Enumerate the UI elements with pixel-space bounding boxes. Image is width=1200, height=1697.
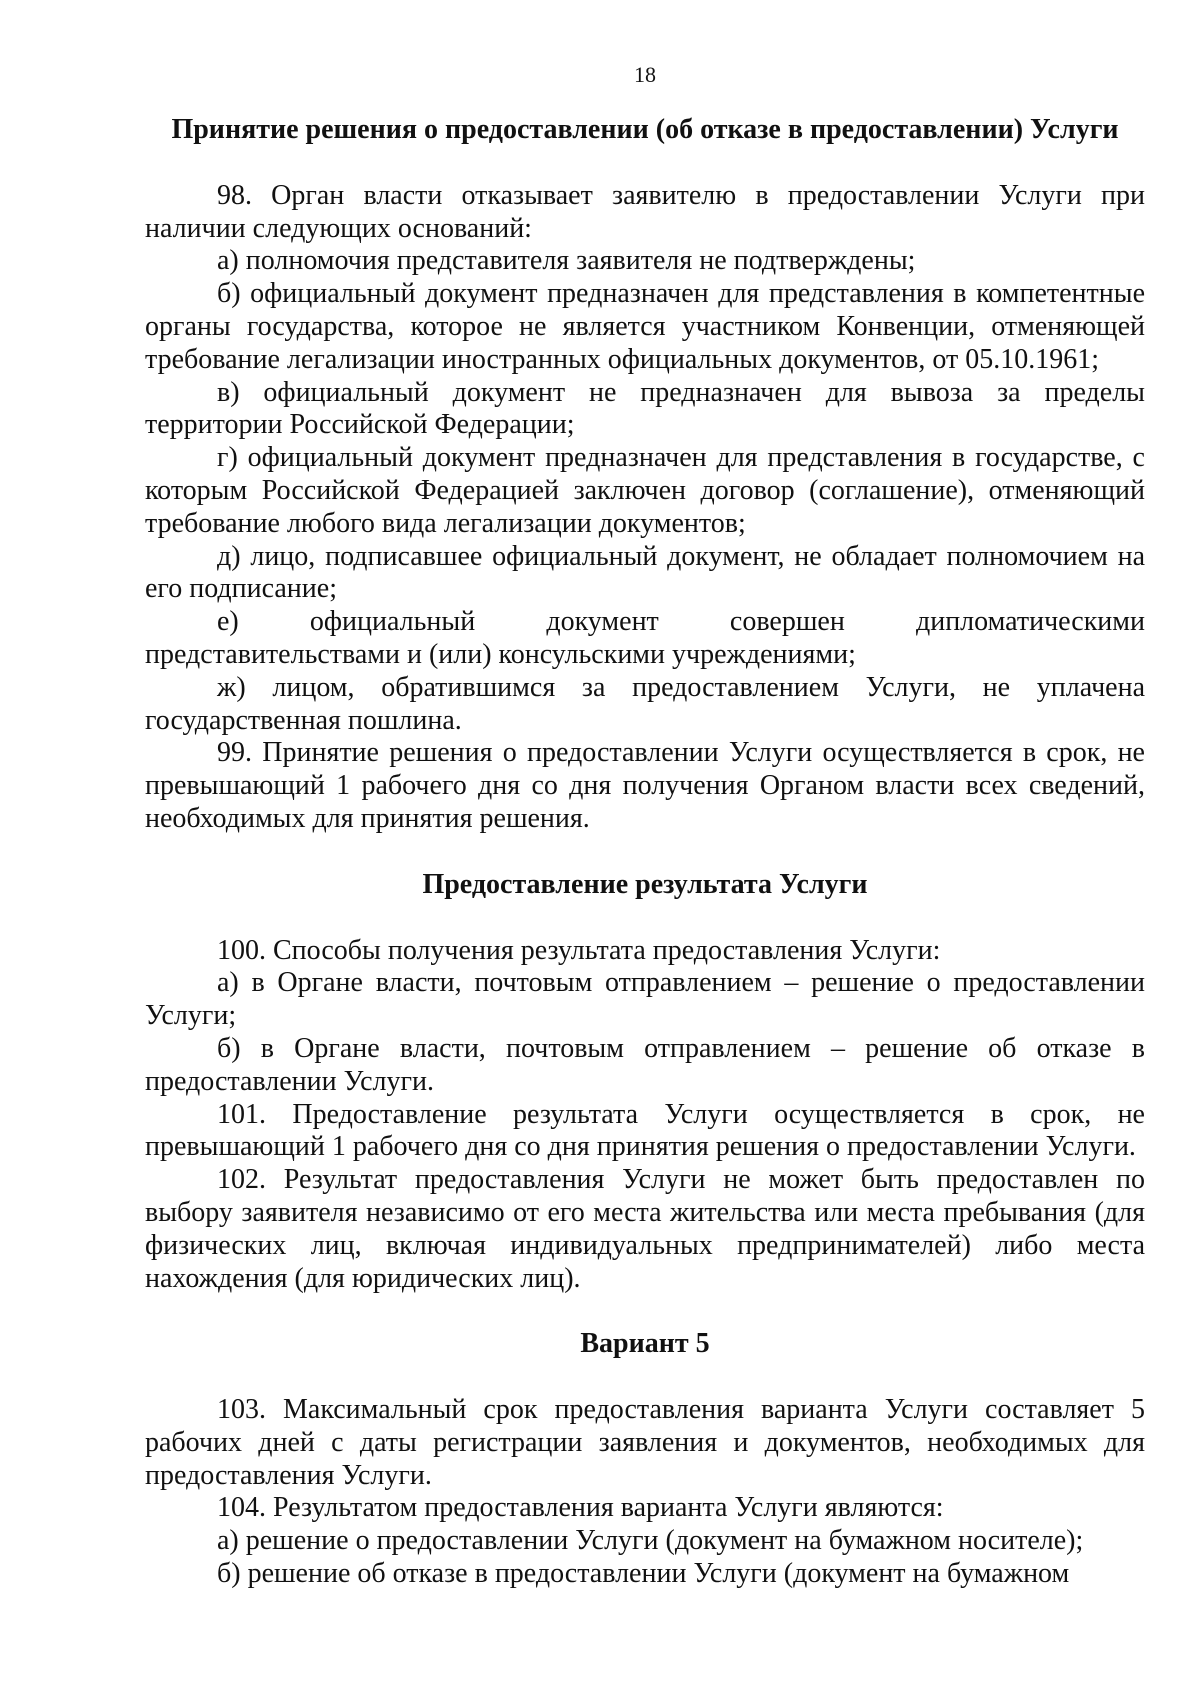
paragraph-101: 101. Предоставление результата Услуги осуществляется в срок, не превышающий 1 рабочего дня со дня принятия решения о предоставлении Услуги. <box>145 1098 1145 1163</box>
paragraph-100: 100. Способы получения результата предоставления Услуги: <box>217 934 941 966</box>
paragraph-98-d: д) лицо, подписавшее официальный документ, не обладает полномочием на его подписание; <box>145 540 1145 605</box>
paragraph-98-a: а) полномочия представителя заявителя не подтверждены; <box>217 245 916 277</box>
section-heading-decision: Принятие решения о предоставлении (об отказе в предоставлении) Услуги <box>171 114 1119 145</box>
paragraph-104: 104. Результатом предоставления варианта Услуги являются: <box>217 1492 944 1524</box>
section-heading-result: Предоставление результата Услуги <box>422 868 868 900</box>
paragraph-102: 102. Результат предоставления Услуги не может быть предоставлен по выбору заявителя независимо от его места жительства или места пребывания (для физических лиц, включая индивидуальных предпринимателей) либо места нахождения (для юридических лиц). <box>145 1164 1145 1294</box>
page-number: 18 <box>634 62 656 87</box>
paragraph-98-v: в) официальный документ не предназначен для вывоза за пределы территории Российской Федерации; <box>145 376 1145 441</box>
paragraph-98-b: б) официальный документ предназначен для представления в компетентные органы государства, которое не является участником Конвенции, отменяющей требование легализации иностранных официальных документов, от 05.10.1961; <box>145 278 1145 375</box>
paragraph-104-b: б) решение об отказе в предоставлении Услуги (документ на бумажном <box>217 1558 1070 1590</box>
paragraph-100-b: б) в Органе власти, почтовым отправлением – решение об отказе в предоставлении Услуги. <box>145 1032 1145 1097</box>
paragraph-103: 103. Максимальный срок предоставления варианта Услуги составляет 5 рабочих дней с даты регистрации заявления и документов, необходимых для предоставления Услуги. <box>145 1394 1145 1491</box>
paragraph-100-a: а) в Органе власти, почтовым отправлением – решение о предоставлении Услуги; <box>145 967 1145 1032</box>
paragraph-104-a: а) решение о предоставлении Услуги (документ на бумажном носителе); <box>217 1525 1084 1557</box>
paragraph-99: 99. Принятие решения о предоставлении Услуги осуществляется в срок, не превышающий 1 рабочего дня со дня получения Органом власти всех сведений, необходимых для принятия решения. <box>145 737 1145 834</box>
paragraph-98-zh: ж) лицом, обратившимся за предоставлением Услуги, не уплачена государственная пошлина. <box>145 671 1145 736</box>
paragraph-98: 98. Орган власти отказывает заявителю в предоставлении Услуги при наличии следующих оснований: <box>145 179 1145 244</box>
section-heading-variant-5: Вариант 5 <box>580 1328 710 1360</box>
document-page <box>145 62 1145 1591</box>
paragraph-98-e: е) официальный документ совершен дипломатическими представительствами и (или) консульскими учреждениями; <box>145 606 1145 670</box>
paragraph-98-g: г) официальный документ предназначен для представления в государстве, с которым Российской Федерацией заключен договор (соглашение), отменяющий требование любого вида легализации документов; <box>145 442 1145 539</box>
